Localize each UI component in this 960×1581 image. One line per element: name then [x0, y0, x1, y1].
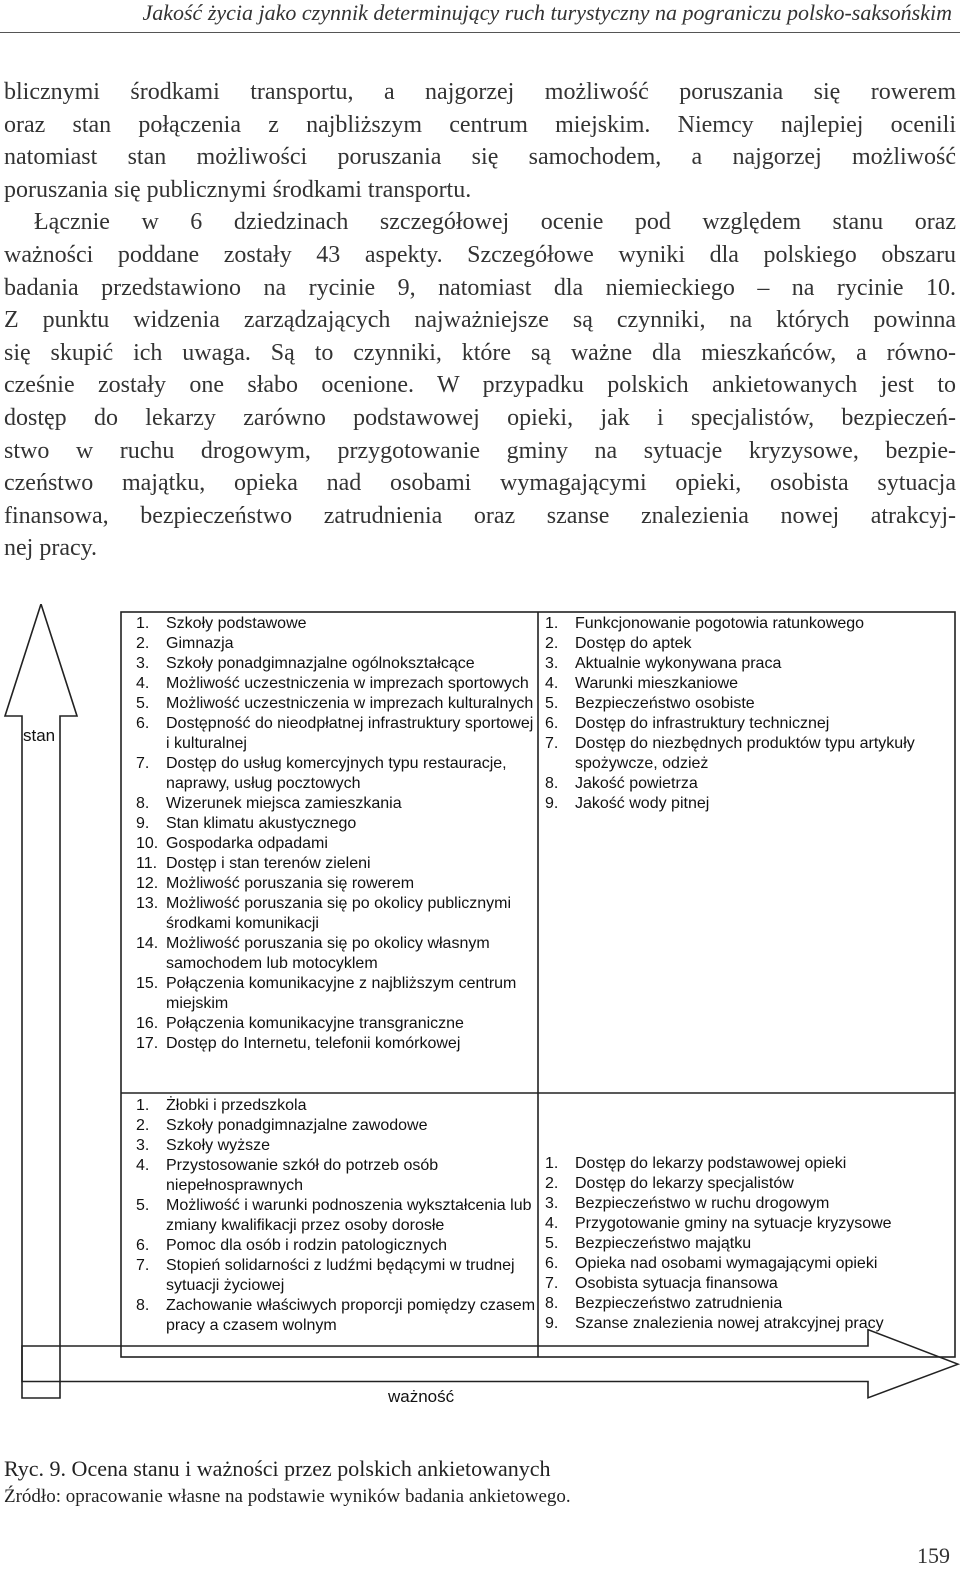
item-text: Dostęp do lekarzy specjalistów — [575, 1175, 794, 1192]
item-number: 7. — [545, 735, 559, 752]
body-line: Łącznie w 6 dziedzinach szczegółowej ocenie pod względem stanu oraz — [34, 209, 956, 236]
item-number: 3. — [136, 655, 150, 672]
body-line: stwo w ruchu drogowym, przygotowanie gminy na sytuacje kryzysowe, bezpie- — [4, 437, 956, 464]
list-item — [136, 1116, 536, 1136]
item-number: 13. — [136, 895, 159, 912]
item-text: Przystosowanie szkół do potrzeb osób niepełnosprawnych — [166, 1157, 439, 1194]
list-item — [136, 1296, 536, 1336]
item-number: 9. — [545, 795, 559, 812]
item-text: Dostęp do usług komercyjnych typu restauracje, naprawy, usług pocztowych — [166, 755, 507, 792]
item-text: Szkoły wyższe — [166, 1137, 271, 1154]
body-line: finansowa, bezpieczeństwo zatrudnienia oraz szanse znalezienia nowej atrakcyj- — [4, 502, 956, 529]
list-item — [136, 1256, 536, 1296]
item-text: Możliwość uczestniczenia w imprezach kulturalnych — [166, 695, 534, 712]
item-text: Możliwość poruszania się po okolicy własnym samochodem lub motocyklem — [166, 935, 490, 972]
item-text: Aktualnie wykonywana praca — [575, 655, 782, 672]
item-number: 9. — [136, 815, 150, 832]
item-number: 2. — [545, 635, 559, 652]
running-title: Jakość życia jako czynnik determinujący ruch turystyczny na pograniczu polsko-saksońskim — [142, 0, 952, 25]
item-number: 4. — [136, 675, 150, 692]
list-item — [136, 714, 536, 754]
item-number: 1. — [545, 1155, 559, 1172]
item-number: 16. — [136, 1015, 159, 1032]
page-number: 159 — [917, 1543, 950, 1568]
list-item — [136, 794, 536, 814]
list-item — [136, 814, 536, 834]
body-line: Z punktu widzenia zarządzających najważniejsze są czynniki, na których powinna — [4, 307, 956, 334]
item-number: 2. — [545, 1175, 559, 1192]
item-number: 8. — [545, 1295, 559, 1312]
list-item — [545, 1314, 950, 1334]
body-line: poruszania się publicznymi środkami transportu. — [4, 176, 472, 203]
item-text: Możliwość uczestniczenia w imprezach sportowych — [166, 675, 529, 692]
list-item — [136, 1136, 536, 1156]
body-line: ważności poddane zostały 43 aspekty. Szczegółowe wyniki dla polskiego obszaru — [4, 241, 956, 268]
figure-source: Źródło: opracowanie własne na podstawie wyników badania ankietowego. — [4, 1486, 571, 1507]
item-number: 14. — [136, 935, 159, 952]
list-item — [545, 654, 950, 674]
item-text: Możliwość poruszania się rowerem — [166, 875, 415, 892]
list-item — [545, 1294, 950, 1314]
body-line: się skupić ich uwaga. Są to czynniki, które są ważne dla mieszkańców, a równo- — [4, 339, 956, 366]
item-number: 15. — [136, 975, 159, 992]
item-text: Żłobki i przedszkola — [166, 1097, 307, 1114]
list-item — [545, 1214, 950, 1234]
list-item — [136, 1034, 536, 1054]
item-text: Pomoc dla osób i rodzin patologicznych — [166, 1237, 448, 1254]
axis-label-stan: stan — [23, 726, 56, 745]
figure-quadrant-matrix — [0, 604, 960, 1424]
item-number: 7. — [545, 1275, 559, 1292]
item-number: 12. — [136, 875, 159, 892]
list-item — [545, 1274, 950, 1294]
item-number: 9. — [545, 1315, 559, 1332]
item-number: 4. — [136, 1157, 150, 1174]
list-item — [545, 634, 950, 654]
item-number: 7. — [136, 755, 150, 772]
item-text: Gimnazja — [166, 635, 234, 652]
list-item — [545, 1154, 950, 1174]
item-number: 4. — [545, 1215, 559, 1232]
list-item — [545, 774, 950, 794]
body-line: badania przedstawiono na rycinie 9, natomiast dla niemieckiego – na rycinie 10. — [4, 274, 956, 301]
list-item — [136, 874, 536, 894]
body-line: nej pracy. — [4, 535, 98, 562]
list-item — [136, 1236, 536, 1256]
list-item — [136, 1156, 536, 1196]
list-item — [545, 1234, 950, 1254]
item-text: Gospodarka odpadami — [166, 835, 328, 852]
list-item — [545, 674, 950, 694]
list-item — [136, 934, 536, 974]
item-number: 6. — [136, 715, 150, 732]
item-number: 8. — [545, 775, 559, 792]
item-number: 2. — [136, 1117, 150, 1134]
body-line: oraz stan połączenia z najbliższym centrum miejskim. Niemcy najlepiej ocenili — [4, 111, 956, 138]
item-text: Bezpieczeństwo zatrudnienia — [575, 1295, 783, 1312]
item-text: Dostęp do aptek — [575, 635, 692, 652]
item-text: Dostępność do nieodpłatnej infrastruktury sportowej i kulturalnej — [166, 715, 534, 752]
list-item — [545, 714, 950, 734]
item-number: 5. — [545, 695, 559, 712]
item-number: 2. — [136, 635, 150, 652]
list-item — [136, 834, 536, 854]
body-line: dostęp do lekarzy zarówno podstawowej opieki, jak i specjalistów, bezpieczeń- — [4, 404, 956, 431]
item-text: Dostęp do niezbędnych produktów typu artykuły spożywcze, odzież — [575, 735, 915, 772]
list-item — [545, 1254, 950, 1274]
item-text: Szkoły podstawowe — [166, 615, 307, 632]
item-text: Szanse znalezienia nowej atrakcyjnej pracy — [575, 1315, 884, 1332]
item-text: Możliwość poruszania się po okolicy publicznymi środkami komunikacji — [166, 895, 512, 932]
list-item — [136, 654, 536, 674]
item-text: Szkoły ponadgimnazjalne zawodowe — [166, 1117, 428, 1134]
item-number: 5. — [136, 1197, 150, 1214]
item-text: Warunki mieszkaniowe — [575, 675, 739, 692]
item-number: 10. — [136, 835, 159, 852]
quadrant-bottom-right — [545, 1154, 950, 1334]
item-number: 6. — [136, 1237, 150, 1254]
item-number: 3. — [545, 1195, 559, 1212]
item-text: Połączenia komunikacyjne transgraniczne — [166, 1015, 464, 1032]
body-line: blicznymi środkami transportu, a najgorzej możliwość poruszania się rowerem — [4, 79, 956, 105]
body-line: natomiast stan możliwości poruszania się samochodem, a najgorzej możliwość — [4, 144, 956, 171]
body-line: czeństwo majątku, opieka nad osobami wymagającymi opieki, osobista sytuacja — [4, 470, 956, 497]
item-text: Bezpieczeństwo w ruchu drogowym — [575, 1195, 830, 1212]
item-text: Bezpieczeństwo osobiste — [575, 695, 755, 712]
item-text: Stopień solidarności z ludźmi będącymi w trudnej sytuacji życiowej — [166, 1257, 515, 1294]
body-line: cześnie zostały one słabo ocenione. W przypadku polskich ankietowanych jest to — [4, 372, 956, 399]
list-item — [136, 974, 536, 1014]
item-number: 5. — [136, 695, 150, 712]
item-text: Bezpieczeństwo majątku — [575, 1235, 752, 1252]
item-text: Przygotowanie gminy na sytuacje kryzysowe — [575, 1215, 892, 1232]
item-number: 5. — [545, 1235, 559, 1252]
quadrant-top-left — [136, 614, 536, 1054]
item-number: 3. — [136, 1137, 150, 1154]
figure-caption: Ryc. 9. Ocena stanu i ważności przez polskich ankietowanych — [4, 1456, 551, 1481]
item-number: 8. — [136, 795, 150, 812]
list-item — [136, 1196, 536, 1236]
body-paragraphs — [4, 76, 956, 565]
list-item — [136, 894, 536, 934]
horizontal-arrow — [22, 1330, 958, 1398]
item-text: Funkcjonowanie pogotowia ratunkowego — [575, 615, 865, 632]
item-text: Połączenia komunikacyjne z najbliższym centrum miejskim — [166, 975, 517, 1012]
list-item — [136, 754, 536, 794]
quadrant-top-right — [545, 614, 950, 814]
item-text: Dostęp do Internetu, telefonii komórkowej — [166, 1035, 461, 1052]
item-number: 1. — [136, 1097, 150, 1114]
axis-label-waznosc: ważność — [388, 1387, 455, 1406]
item-number: 1. — [545, 615, 559, 632]
item-text: Osobista sytuacja finansowa — [575, 1275, 778, 1292]
item-number: 7. — [136, 1257, 150, 1274]
running-header — [0, 0, 960, 33]
item-number: 1. — [136, 615, 150, 632]
item-text: Szkoły ponadgimnazjalne ogólnokształcące — [166, 655, 475, 672]
list-item — [136, 674, 536, 694]
item-text: Opieka nad osobami wymagającymi opieki — [575, 1255, 878, 1272]
list-item — [136, 694, 536, 714]
item-text: Dostęp do lekarzy podstawowej opieki — [575, 1155, 847, 1172]
item-text: Jakość powietrza — [575, 775, 698, 792]
item-text: Jakość wody pitnej — [575, 795, 710, 812]
list-item — [545, 614, 950, 634]
vertical-arrow — [5, 604, 77, 1398]
list-item — [136, 854, 536, 874]
item-text: Wizerunek miejsca zamieszkania — [166, 795, 402, 812]
list-item — [136, 1096, 536, 1116]
list-item — [545, 1174, 950, 1194]
item-text: Dostęp i stan terenów zieleni — [166, 855, 371, 872]
item-text: Zachowanie właściwych proporcji pomiędzy czasem pracy a czasem wolnym — [166, 1297, 536, 1334]
item-text: Stan klimatu akustycznego — [166, 815, 357, 832]
list-item — [545, 694, 950, 714]
item-number: 4. — [545, 675, 559, 692]
item-number: 8. — [136, 1297, 150, 1314]
item-text: Możliwość i warunki podnoszenia wykształcenia lub zmiany kwalifikacji przez osoby dorosłe — [166, 1197, 532, 1234]
list-item — [136, 634, 536, 654]
item-number: 6. — [545, 1255, 559, 1272]
list-item — [545, 794, 950, 814]
item-number: 11. — [136, 855, 158, 872]
list-item — [136, 614, 536, 634]
item-number: 6. — [545, 715, 559, 732]
list-item — [136, 1014, 536, 1034]
list-item — [545, 1194, 950, 1214]
item-number: 3. — [545, 655, 559, 672]
item-text: Dostęp do infrastruktury technicznej — [575, 715, 830, 732]
quadrant-bottom-left — [136, 1096, 536, 1336]
list-item — [545, 734, 950, 774]
item-number: 17. — [136, 1035, 159, 1052]
